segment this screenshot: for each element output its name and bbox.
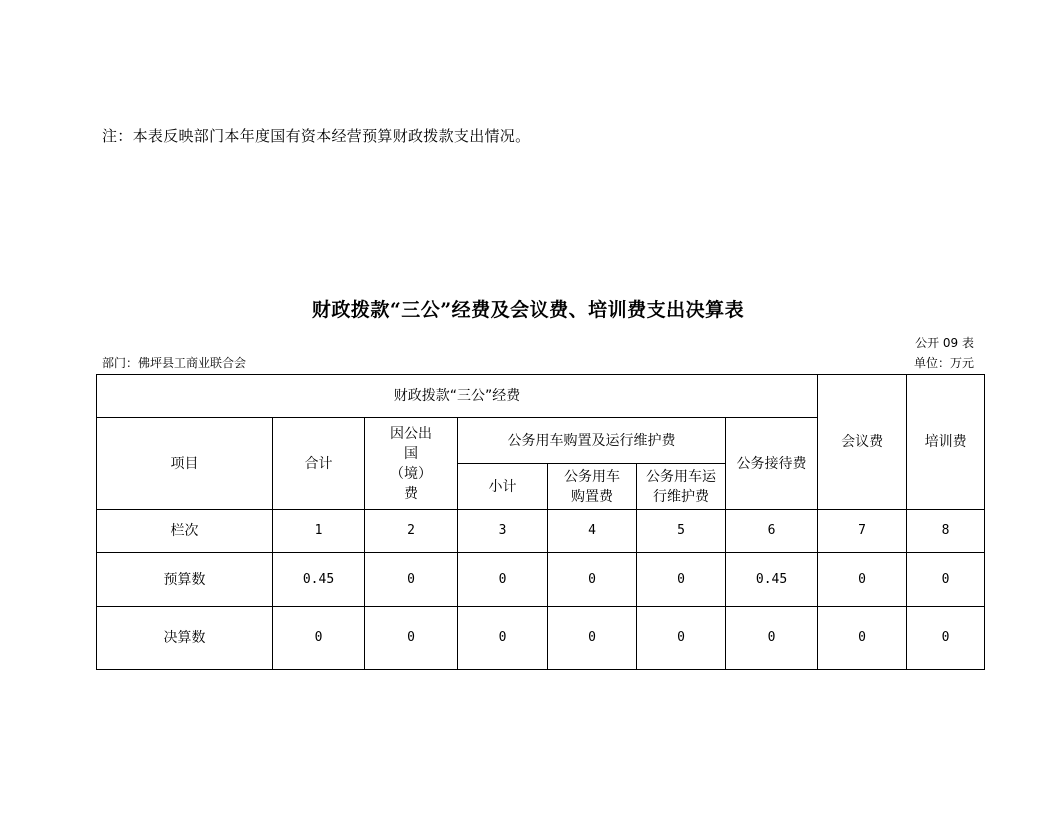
table-cell: 0 [458, 607, 548, 670]
abroad-fee-header: 因公出国（境）费 [365, 418, 458, 510]
reception-fee-header: 公务接待费 [726, 418, 818, 510]
table-cell: 0 [548, 553, 637, 607]
table-cell: 0 [548, 607, 637, 670]
row-label: 预算数 [97, 553, 273, 607]
table-cell: 0 [907, 607, 985, 670]
table-cell: 2 [365, 510, 458, 553]
training-fee-header: 培训费 [907, 375, 985, 510]
table-note: 注：本表反映部门本年度国有资本经营预算财政拨款支出情况。 [102, 127, 531, 145]
table-cell: 0.45 [726, 553, 818, 607]
table-cell: 0 [273, 607, 365, 670]
table-code: 公开 09 表 [915, 336, 974, 350]
table-cell: 6 [726, 510, 818, 553]
unit-label: 单位：万元 [913, 356, 974, 370]
table-cell: 0 [907, 553, 985, 607]
table-cell: 0 [818, 607, 907, 670]
table-cell: 0 [365, 553, 458, 607]
vehicle-subtotal-header: 小计 [458, 464, 548, 510]
table-cell: 7 [818, 510, 907, 553]
row-label: 栏次 [97, 510, 273, 553]
table-cell: 3 [458, 510, 548, 553]
table-row [97, 510, 985, 553]
table-cell: 0 [818, 553, 907, 607]
meeting-fee-header: 会议费 [818, 375, 907, 510]
row-label: 决算数 [97, 607, 273, 670]
table-row [97, 553, 985, 607]
table-cell: 0.45 [273, 553, 365, 607]
table-cell: 0 [458, 553, 548, 607]
page-title: 财政拨款“三公”经费及会议费、培训费支出决算表 [311, 299, 745, 321]
three-public-group-header: 财政拨款“三公”经费 [97, 375, 818, 418]
table-cell: 0 [726, 607, 818, 670]
vehicle-purchase-header: 公务用车购置费 [548, 464, 637, 510]
table-cell: 0 [637, 553, 726, 607]
vehicle-group-header: 公务用车购置及运行维护费 [458, 418, 726, 464]
table-cell: 1 [273, 510, 365, 553]
table-row [97, 607, 985, 670]
table-cell: 4 [548, 510, 637, 553]
item-header: 项目 [97, 418, 273, 510]
vehicle-operation-header: 公务用车运行维护费 [637, 464, 726, 510]
table-cell: 0 [637, 607, 726, 670]
expenditure-table [96, 374, 985, 670]
table-cell: 8 [907, 510, 985, 553]
table-cell: 0 [365, 607, 458, 670]
table-cell: 5 [637, 510, 726, 553]
total-header: 合计 [273, 418, 365, 510]
department-label: 部门：佛坪县工商业联合会 [102, 356, 247, 370]
